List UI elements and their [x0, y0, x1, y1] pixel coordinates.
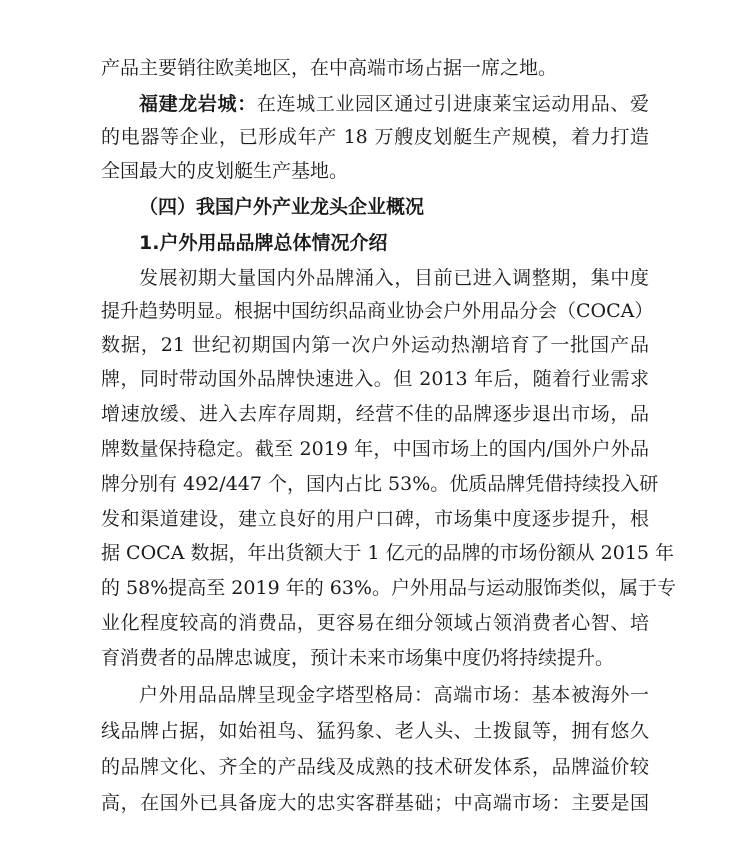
- text-span: 在连城工业园区通过引进康莱宝运动用品、爱: [256, 93, 649, 115]
- text-line: 的电器等企业，已形成年产 18 万艘皮划艇生产规模，着力打造: [101, 126, 649, 148]
- text-line: 线品牌占据，如始祖鸟、猛犸象、老人头、土拨鼠等，拥有悠久: [101, 720, 649, 742]
- text-line: 业化程度较高的消费品，更容易在细分领域占领消费者心智、培: [101, 612, 649, 634]
- text-line: 牌分别有 492/447 个，国内占比 53%。优质品牌凭借持续投入研: [101, 473, 659, 495]
- text-line: 高，在国外已具备庞大的忠实客群基础；中高端市场：主要是国: [101, 792, 649, 814]
- subsection-heading: 1.户外用品品牌总体情况介绍: [139, 232, 388, 254]
- text-line: 全国最大的皮划艇生产基地。: [101, 160, 349, 182]
- text-line-fujian-longyan: [139, 92, 649, 116]
- section-heading: （四）我国户外产业龙头企业概况: [139, 196, 425, 218]
- text-line: 据 COCA 数据，年出货额大于 1 亿元的品牌的市场份额从 2015 年: [101, 542, 675, 564]
- text-line: 增速放缓、进入去库存周期，经营不佳的品牌逐步退出市场，品: [101, 403, 649, 425]
- text-line: 发和渠道建设，建立良好的用户口碑，市场集中度逐步提升，根: [101, 508, 649, 530]
- text-line: 的品牌文化、齐全的产品线及成熟的技术研发体系，品牌溢价较: [101, 756, 649, 778]
- text-line: 户外用品品牌呈现金字塔型格局：高端市场：基本被海外一: [139, 684, 649, 706]
- text-line: 数据，21 世纪初期国内第一次户外运动热潮培育了一批国产品: [101, 334, 649, 356]
- text-line: 育消费者的品牌忠诚度，预计未来市场集中度仍将持续提升。: [101, 647, 615, 669]
- text-line: 产品主要销往欧美地区，在中高端市场占据一席之地。: [101, 57, 558, 79]
- text-line: 发展初期大量国内外品牌涌入，目前已进入调整期，集中度: [139, 267, 649, 289]
- text-line: 提升趋势明显。根据中国纺织品商业协会户外用品分会（COCA）: [101, 300, 654, 322]
- text-line: 牌，同时带动国外品牌快速进入。但 2013 年后，随着行业需求: [101, 368, 649, 390]
- region-label: 福建龙岩城：: [139, 93, 257, 115]
- text-line: 的 58%提高至 2019 年的 63%。户外用品与运动服饰类似，属于专: [101, 577, 676, 599]
- text-line: 牌数量保持稳定。截至 2019 年，中国市场上的国内/国外户外品: [101, 438, 649, 460]
